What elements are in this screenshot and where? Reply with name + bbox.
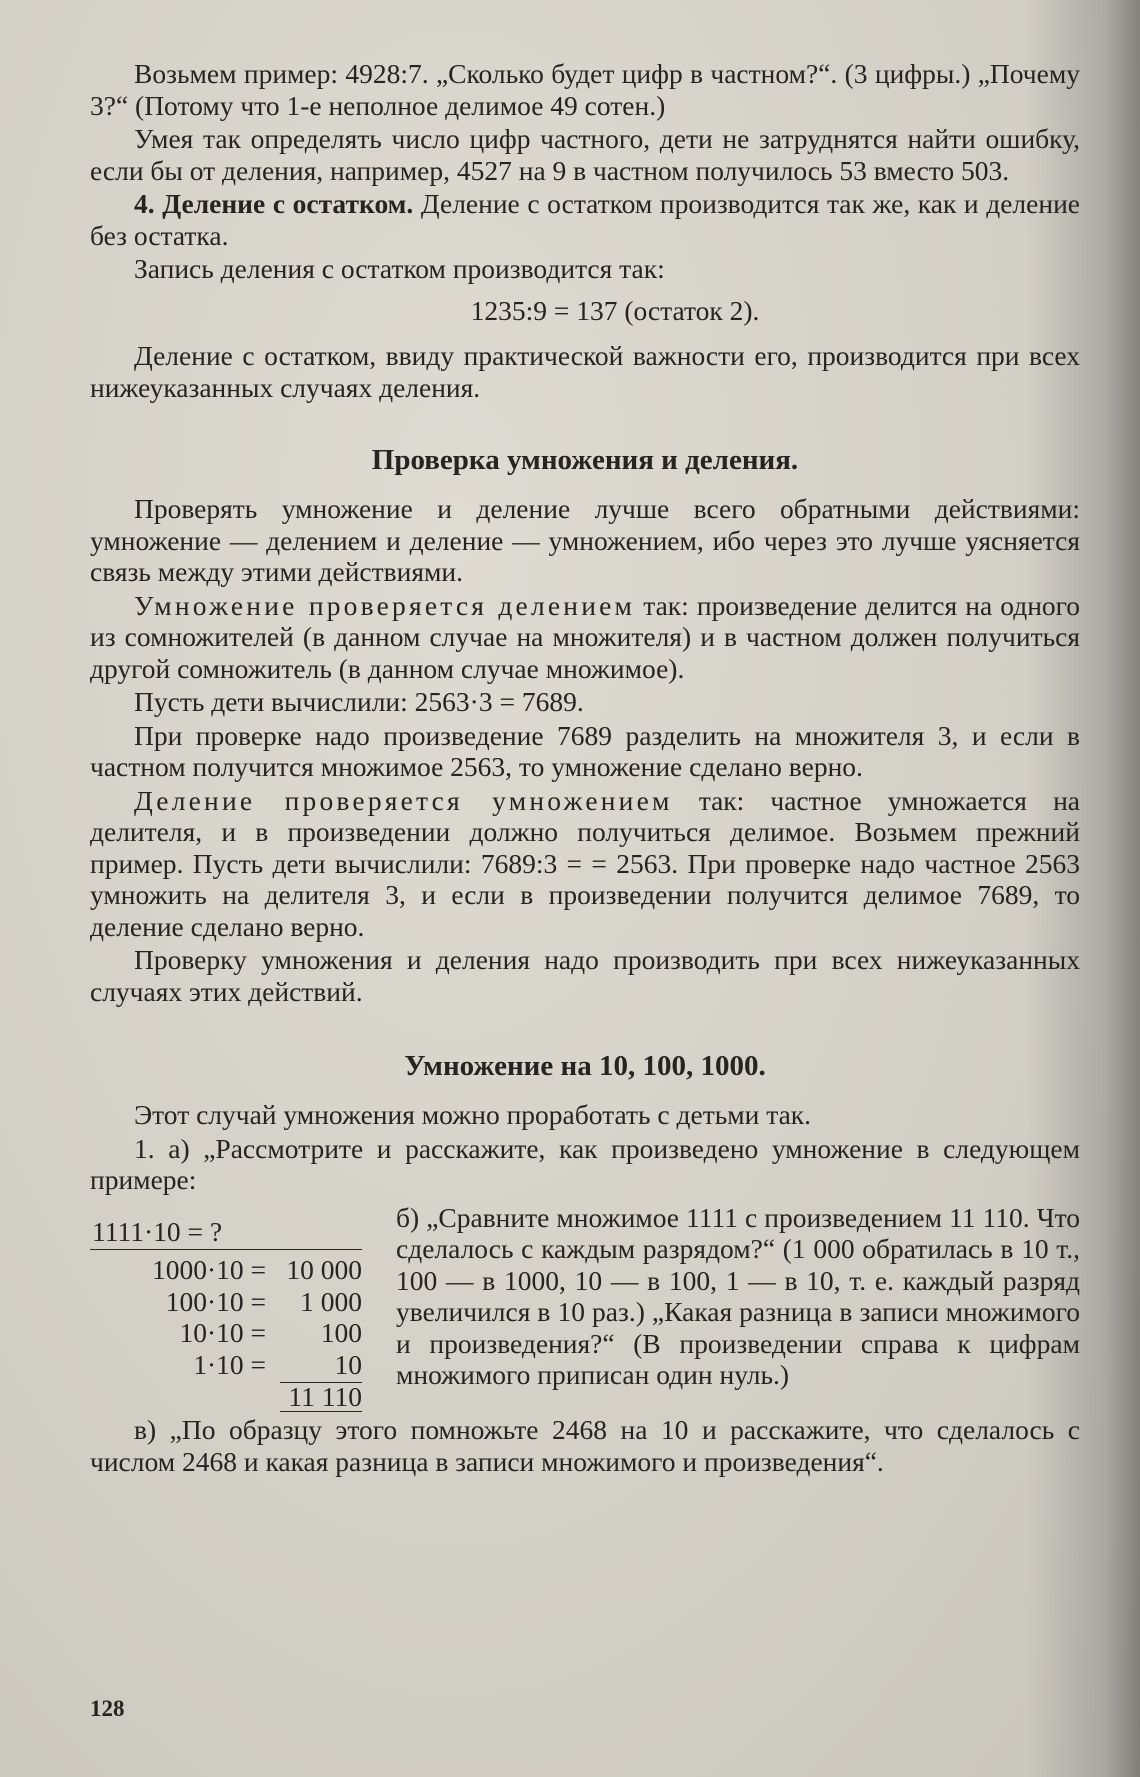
section-title-multiplication: Умножение на 10, 100, 1000.	[404, 1050, 766, 1082]
paragraph-children-computed: Пусть дети вычислили: 2563·3 = 7689.	[134, 686, 584, 717]
calculation-result: 10 000	[286, 1254, 362, 1285]
formula-remainder: 1235:9 = 137 (остаток 2).	[470, 294, 760, 326]
page-number: 128	[90, 1696, 125, 1721]
check-multiplication-text: так: произведение делится на одного из сомножителей (в данном случае на множителя) и в частном должен получиться другой сомножитель (в данном случае множимое).	[90, 589, 1080, 684]
spaced-phrase-division: Деление проверяется умножением	[134, 784, 673, 816]
paragraph-check-all-cases: Проверку умножения и деления надо производить при всех нижеуказанных случаях этих действий.	[90, 944, 1080, 1007]
paragraph-compare-b: б) „Сравните множимое 1111 с произведением 11 110. Что сделалось с каждым разрядом?“ (1 000 обратилась в 10 т., 100 — в 1000, 10 — в 100, 1 — в 10, т. е. каждый разряд увеличился в 10 раз.) „Какая разница в записи множимого и произведения?“ (В произведении справа к цифрам множимого приписан один нуль.)	[396, 1201, 1080, 1390]
paragraph-remainder-importance: Деление с остатком, ввиду практической важности его, производится при всех нижеуказанных случаях деления.	[90, 340, 1080, 403]
section-title-check: Проверка умножения и деления.	[371, 444, 799, 476]
paragraph-remainder-notation: Запись деления с остатком производится так:	[134, 253, 665, 284]
calculation-row	[90, 1286, 362, 1318]
calculation-head: 1111·10 = ?	[90, 1216, 362, 1251]
calculation-row	[90, 1317, 362, 1349]
paragraph-check-multiplication	[90, 590, 1080, 685]
calculation-total-value: 11 110	[280, 1382, 362, 1412]
calculation-result: 100	[320, 1317, 362, 1348]
calculation-lhs: 100·10 =	[165, 1285, 266, 1317]
paragraph-mult-example: 1. а) „Рассмотрите и расскажите, как произведено умножение в следующем примере:	[90, 1132, 1080, 1195]
calculation-lhs: 10·10 =	[179, 1317, 266, 1348]
paragraph-quotient-digits: Умея так определять число цифр частного, дети не затруднятся найти ошибку, если бы от деления, например, 4527 на 9 в частном получилось 53 вместо 503.	[90, 123, 1080, 186]
check-division-text: так: частное умножается на делителя, и в произведении должно получиться делимое. Возьмем прежний пример. Пусть дети вычислили: 7689:3 = = 2563. При проверке надо частное 2563 умножить на делителя 3, и если в произведении получится делимое 7689, то деление сделано верно.	[90, 784, 1080, 942]
paragraph-exercise-c: в) „По образцу этого помножьте 2468 на 10 и расскажите, что сделалось с числом 2468 и какая разница в записи множимого и произведения“.	[90, 1414, 1080, 1477]
paragraph-check-inverse: Проверять умножение и деление лучше всего обратными действиями: умножение — делением и деление — умножением, ибо через это лучше уясняется связь между этими действиями.	[90, 493, 1080, 587]
comparison-column	[362, 1202, 1080, 1391]
spaced-phrase-multiplication: Умножение проверяется делением	[134, 589, 636, 621]
example-block	[90, 1202, 1080, 1413]
paragraph-example-4928: Возьмем пример: 4928:7. „Сколько будет цифр в частном?“. (3 цифры.) „Почему 3?“ (Потому что 1-е неполное делимое 49 сотен.)	[90, 58, 1080, 121]
calculation-row	[90, 1254, 362, 1286]
calculation-lhs: 1·10 =	[193, 1348, 266, 1380]
paragraph-mult-intro: Этот случай умножения можно проработать с детьми так.	[134, 1099, 812, 1130]
calculation-column	[90, 1202, 362, 1413]
calculation-lhs: 1000·10 =	[151, 1254, 266, 1285]
calculation-result: 1 000	[300, 1285, 362, 1317]
calculation-total	[90, 1380, 362, 1412]
calculation-row	[90, 1349, 362, 1381]
paragraph-check-division	[90, 785, 1080, 943]
division-remainder-text: Деление с остатком производится так же, как и деление без остатка.	[90, 188, 1080, 251]
calculation-result: 10	[334, 1348, 362, 1380]
subheading-division-remainder: 4. Деление с остатком.	[134, 188, 414, 219]
paragraph-division-remainder	[90, 188, 1080, 251]
paragraph-check-product: При проверке надо произведение 7689 разделить на множителя 3, и если в частном получится множимое 2563, то умножение сделано верно.	[90, 719, 1080, 782]
